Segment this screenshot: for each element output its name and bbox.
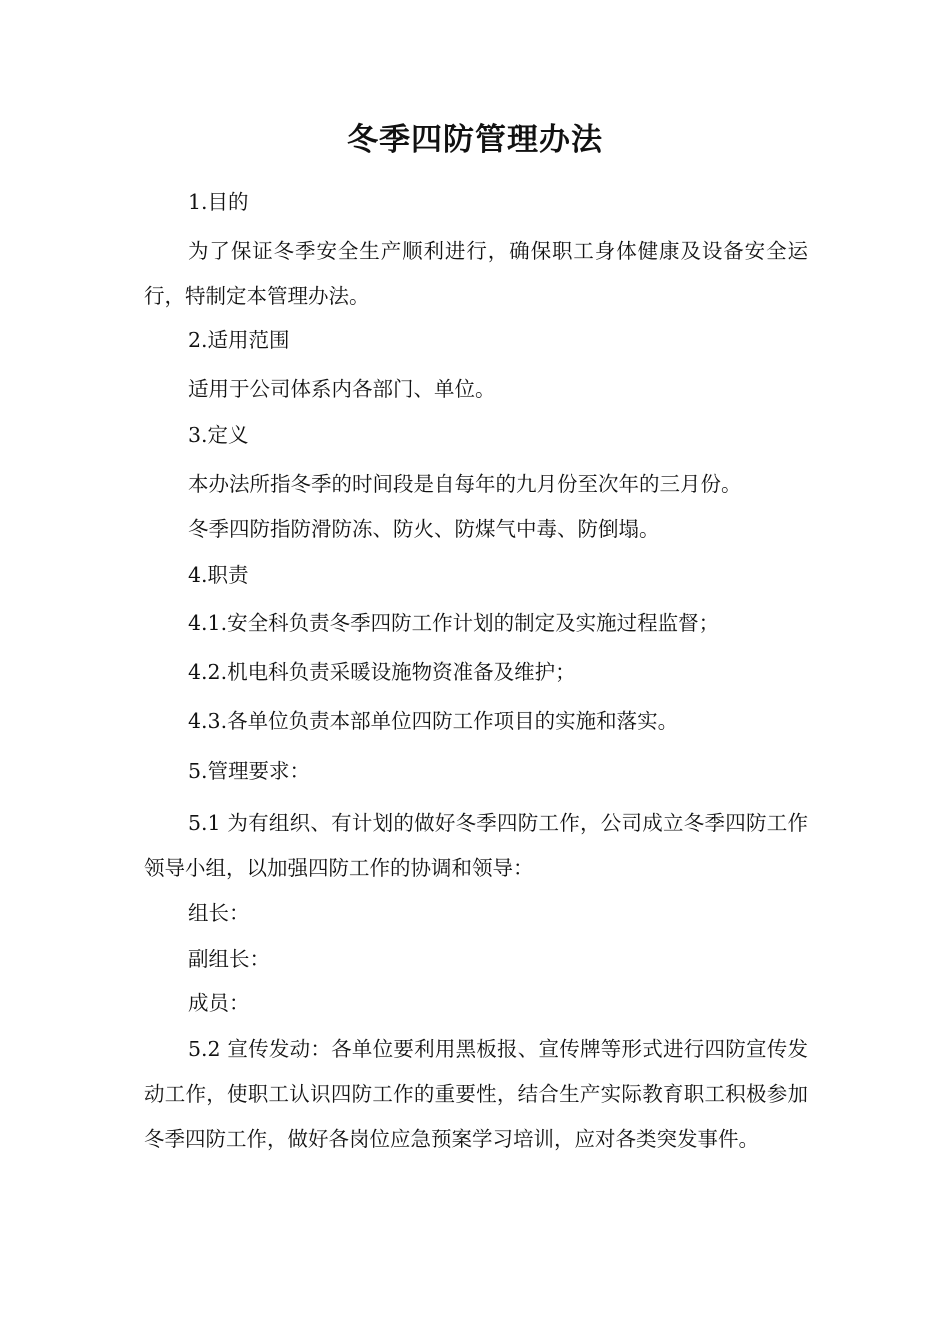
heading-management-requirements: 5.管理要求： (188, 759, 311, 783)
paragraph-members: 成员： (188, 991, 250, 1015)
paragraph-scope: 适用于公司体系内各部门、单位。 (188, 377, 496, 401)
paragraph-group-leader: 组长： (188, 901, 250, 925)
paragraph-responsibility-4-1: 4.1.安全科负责冬季四防工作计划的制定及实施过程监督； (188, 611, 720, 635)
heading-definition: 3.定义 (188, 423, 249, 447)
heading-scope: 2.适用范围 (188, 328, 290, 352)
document-title: 冬季四防管理办法 (347, 122, 603, 158)
paragraph-definition-period: 本办法所指冬季的时间段是自每年的九月份至次年的三月份。 (188, 472, 742, 496)
heading-responsibilities: 4.职责 (188, 563, 249, 587)
paragraph-requirement-5-2: 5.2 宣传发动：各单位要利用黑板报、宣传牌等形式进行四防宣传发动工作，使职工认识四防工作的重要性，结合生产实际教育职工积极参加冬季四防工作，做好各岗位应急预案学习培训，应对各类突发事件。 (144, 1037, 808, 1151)
paragraph-requirement-5-1: 5.1 为有组织、有计划的做好冬季四防工作，公司成立冬季四防工作领导小组，以加强四防工作的协调和领导： (144, 811, 808, 880)
paragraph-responsibility-4-3: 4.3.各单位负责本部单位四防工作项目的实施和落实。 (188, 709, 679, 733)
paragraph-responsibility-4-2: 4.2.机电科负责采暖设施物资准备及维护； (188, 660, 576, 684)
paragraph-deputy-group-leader: 副组长： (188, 947, 270, 971)
heading-purpose: 1.目的 (188, 190, 249, 214)
paragraph-definition-four-preventions: 冬季四防指防滑防冻、防火、防煤气中毒、防倒塌。 (188, 517, 660, 541)
paragraph-purpose: 为了保证冬季安全生产顺利进行，确保职工身体健康及设备安全运行，特制定本管理办法。 (144, 239, 808, 308)
